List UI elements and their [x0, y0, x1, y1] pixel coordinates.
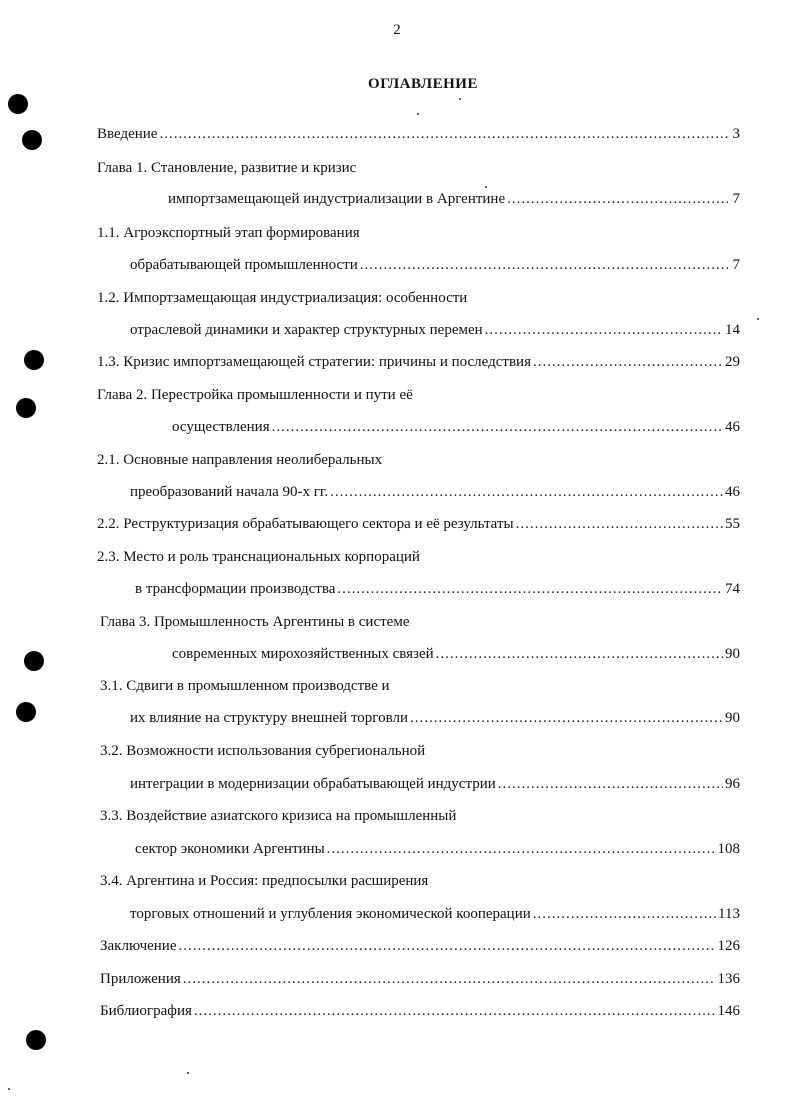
toc-entry-page: 136 — [717, 971, 740, 987]
dot-leader — [533, 906, 716, 923]
toc-entry-label: Заключение — [100, 938, 177, 954]
dot-leader — [194, 1003, 716, 1020]
scan-speck — [757, 318, 759, 320]
toc-entry-introduction[interactable] — [97, 126, 740, 143]
punch-hole-mark — [24, 651, 44, 671]
toc-section-3-4-title[interactable]: 3.4. Аргентина и Россия: предпосылки расширения — [100, 873, 429, 889]
dot-leader — [410, 710, 723, 727]
toc-entry-section-3-3[interactable] — [135, 841, 740, 858]
toc-entry-section-2-2[interactable] — [97, 516, 740, 533]
toc-entry-page: 74 — [725, 581, 740, 597]
toc-entry-label: в трансформации производства — [135, 581, 336, 597]
toc-section-1-1-title[interactable]: 1.1. Агроэкспортный этап формирования — [97, 225, 360, 241]
toc-section-3-2-title[interactable]: 3.2. Возможности использования субрегиональной — [100, 743, 426, 759]
toc-entry-label: Библиография — [100, 1003, 192, 1019]
toc-entry-page: 7 — [732, 191, 740, 207]
punch-hole-mark — [8, 94, 28, 114]
toc-entry-page: 3 — [732, 126, 740, 142]
toc-entry-label: сектор экономики Аргентины — [135, 841, 325, 857]
scan-speck — [417, 113, 419, 115]
toc-entry-label: торговых отношений и углубления экономической кооперации — [130, 906, 531, 922]
toc-entry-page: 90 — [725, 646, 740, 662]
scan-speck — [187, 1072, 189, 1074]
toc-entry-page: 29 — [725, 354, 740, 370]
toc-entry-section-3-2[interactable] — [130, 776, 740, 793]
toc-entry-section-2-3[interactable] — [135, 581, 740, 598]
toc-chapter-1-title[interactable]: Глава 1. Становление, развитие и кризис — [97, 160, 357, 176]
dot-leader — [183, 971, 716, 988]
scan-speck — [8, 1088, 10, 1090]
toc-entry-page: 55 — [725, 516, 740, 532]
toc-entry-page: 96 — [725, 776, 740, 792]
toc-entry-chapter-2[interactable] — [172, 419, 740, 436]
dot-leader — [436, 646, 723, 663]
toc-entry-section-1-3[interactable] — [97, 354, 740, 371]
punch-hole-mark — [26, 1030, 46, 1050]
toc-entry-page: 126 — [717, 938, 740, 954]
toc-entry-label: 2.2. Реструктуризация обрабатывающего сектора и её результаты — [97, 516, 514, 532]
toc-entry-section-3-1[interactable] — [130, 710, 740, 727]
dot-leader — [533, 354, 723, 371]
toc-section-3-3-title[interactable]: 3.3. Воздействие азиатского кризиса на промышленный — [100, 808, 457, 824]
toc-entry-page: 14 — [725, 322, 740, 338]
toc-entry-label: 1.3. Кризис импортзамещающей стратегии: причины и последствия — [97, 354, 531, 370]
toc-entry-label: отраслевой динамики и характер структурных перемен — [130, 322, 483, 338]
dot-leader — [507, 191, 728, 208]
toc-section-3-1-title[interactable]: 3.1. Сдвиги в промышленном производстве и — [100, 678, 390, 694]
scan-speck — [459, 98, 461, 100]
toc-entry-label: обрабатывающей промышленности — [130, 257, 358, 273]
punch-hole-mark — [24, 350, 44, 370]
page-number: 2 — [393, 22, 401, 38]
toc-entry-page: 46 — [725, 419, 740, 435]
toc-entry-label: Приложения — [100, 971, 181, 987]
dot-leader — [516, 516, 723, 533]
toc-entry-bibliography[interactable] — [100, 1003, 740, 1020]
toc-chapter-2-title[interactable]: Глава 2. Перестройка промышленности и пути её — [97, 387, 413, 403]
toc-entry-appendices[interactable] — [100, 971, 740, 988]
dot-leader — [272, 419, 723, 436]
toc-entry-section-3-4[interactable] — [130, 906, 740, 923]
toc-entry-label: Введение — [97, 126, 158, 142]
toc-entry-label: преобразований начала 90-х гг. — [130, 484, 329, 500]
dot-leader — [360, 257, 728, 274]
toc-entry-page: 113 — [718, 906, 740, 922]
punch-hole-mark — [16, 702, 36, 722]
toc-entry-label: их влияние на структуру внешней торговли — [130, 710, 408, 726]
toc-entry-page: 146 — [717, 1003, 740, 1019]
dot-leader — [179, 938, 716, 955]
toc-entry-page: 7 — [732, 257, 740, 273]
toc-entry-label: импортзамещающей индустриализации в Аргентине — [168, 191, 506, 207]
toc-entry-section-2-1[interactable] — [130, 484, 740, 501]
dot-leader — [159, 126, 728, 143]
toc-entry-conclusion[interactable] — [100, 938, 740, 955]
scan-speck — [485, 186, 487, 188]
toc-entry-chapter-3[interactable] — [172, 646, 740, 663]
toc-chapter-3-title[interactable]: Глава 3. Промышленность Аргентины в системе — [100, 614, 410, 630]
dot-leader — [498, 776, 723, 793]
dot-leader — [485, 322, 723, 339]
punch-hole-mark — [16, 398, 36, 418]
toc-entry-page: 46 — [725, 484, 740, 500]
toc-entry-section-1-2[interactable] — [130, 322, 740, 339]
dot-leader — [330, 484, 723, 501]
toc-entry-page: 90 — [725, 710, 740, 726]
dot-leader — [337, 581, 723, 598]
toc-entry-chapter-1[interactable] — [168, 191, 740, 208]
toc-entry-section-1-1[interactable] — [130, 257, 740, 274]
toc-section-1-2-title[interactable]: 1.2. Импортзамещающая индустриализация: особенности — [97, 290, 468, 306]
toc-entry-page: 108 — [717, 841, 740, 857]
page-title: ОГЛАВЛЕНИЕ — [368, 76, 478, 92]
toc-section-2-1-title[interactable]: 2.1. Основные направления неолиберальных — [97, 452, 383, 468]
toc-section-2-3-title[interactable]: 2.3. Место и роль транснациональных корпораций — [97, 549, 420, 565]
toc-entry-label: интеграции в модернизации обрабатывающей индустрии — [130, 776, 496, 792]
dot-leader — [327, 841, 716, 858]
punch-hole-mark — [22, 130, 42, 150]
toc-entry-label: современных мирохозяйственных связей — [172, 646, 434, 662]
toc-entry-label: осуществления — [172, 419, 270, 435]
